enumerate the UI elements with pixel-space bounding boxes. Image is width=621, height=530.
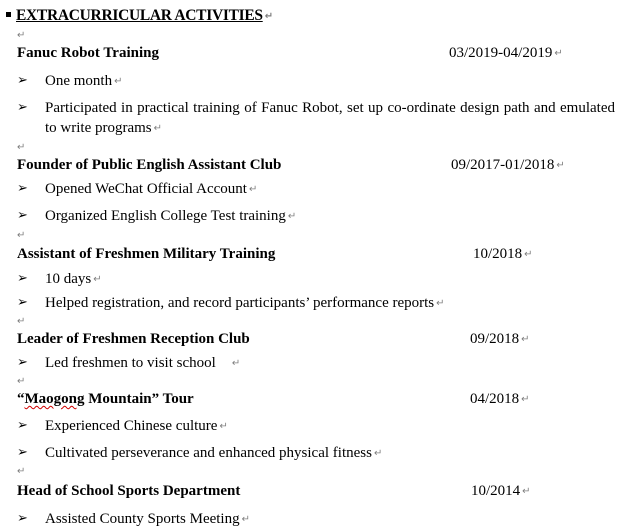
- arrow-bullet-icon: ➢: [17, 418, 28, 433]
- paragraph-mark-icon: ↵: [17, 316, 26, 327]
- paragraph-mark-icon: ↵: [436, 298, 445, 309]
- paragraph-mark-icon: ↵: [231, 358, 241, 369]
- paragraph-mark-icon: ↵: [153, 123, 163, 134]
- arrow-bullet-icon: ➢: [17, 181, 28, 196]
- paragraph-mark-icon: ↵: [17, 230, 26, 241]
- arrow-bullet-icon: ➢: [17, 73, 28, 88]
- paragraph-mark-icon: ↵: [373, 448, 383, 459]
- entry-title: Fanuc Robot Training: [17, 45, 159, 61]
- arrow-bullet-icon: ➢: [17, 355, 28, 370]
- entry-title: Assistant of Freshmen Military Training: [17, 246, 276, 262]
- entry-date: 09/2018 ↵: [470, 331, 530, 347]
- paragraph-mark-icon: ↵: [17, 142, 26, 153]
- paragraph-mark-icon: ↵: [17, 466, 26, 477]
- paragraph-mark-icon: ↵: [248, 184, 258, 195]
- entry-date: 10/2018 ↵: [473, 246, 533, 262]
- paragraph-mark-icon: ↵: [264, 11, 274, 22]
- arrow-bullet-icon: ➢: [17, 295, 28, 310]
- square-bullet-icon: [6, 12, 11, 17]
- entry-title: Founder of Public English Assistant Club: [17, 157, 282, 173]
- arrow-bullet-icon: ➢: [17, 208, 28, 223]
- spellcheck-word: Maogong: [24, 391, 85, 407]
- arrow-bullet-icon: ➢: [17, 100, 28, 115]
- section-header: [6, 7, 273, 25]
- paragraph-mark-icon: ↵: [556, 160, 565, 171]
- entry-date: 04/2018 ↵: [470, 391, 530, 407]
- paragraph-mark-icon: ↵: [524, 249, 533, 260]
- entry-date: 10/2014 ↵: [471, 483, 531, 499]
- paragraph-mark-icon: ↵: [93, 274, 102, 285]
- paragraph-mark-icon: ↵: [17, 30, 26, 41]
- entry-date: 09/2017-01/2018 ↵: [451, 157, 565, 173]
- entry-date: 03/2019-04/2019 ↵: [449, 45, 563, 61]
- paragraph-mark-icon: ↵: [287, 211, 297, 222]
- paragraph-mark-icon: ↵: [219, 421, 228, 432]
- paragraph-mark-icon: ↵: [554, 48, 563, 59]
- arrow-bullet-icon: ➢: [17, 271, 28, 286]
- arrow-bullet-icon: ➢: [17, 445, 28, 460]
- paragraph-mark-icon: ↵: [521, 394, 530, 405]
- section-title: EXTRACURRICULAR ACTIVITIES: [16, 7, 263, 24]
- entry-title: Head of School Sports Department: [17, 483, 241, 499]
- paragraph-mark-icon: ↵: [114, 76, 123, 87]
- paragraph-mark-icon: ↵: [241, 514, 250, 525]
- paragraph-mark-icon: ↵: [522, 486, 531, 497]
- entry-title: Leader of Freshmen Reception Club: [17, 331, 250, 347]
- entry-title: “Maogong Mountain” Tour: [17, 391, 194, 407]
- paragraph-mark-icon: ↵: [521, 334, 530, 345]
- paragraph-mark-icon: ↵: [17, 376, 26, 387]
- arrow-bullet-icon: ➢: [17, 511, 28, 526]
